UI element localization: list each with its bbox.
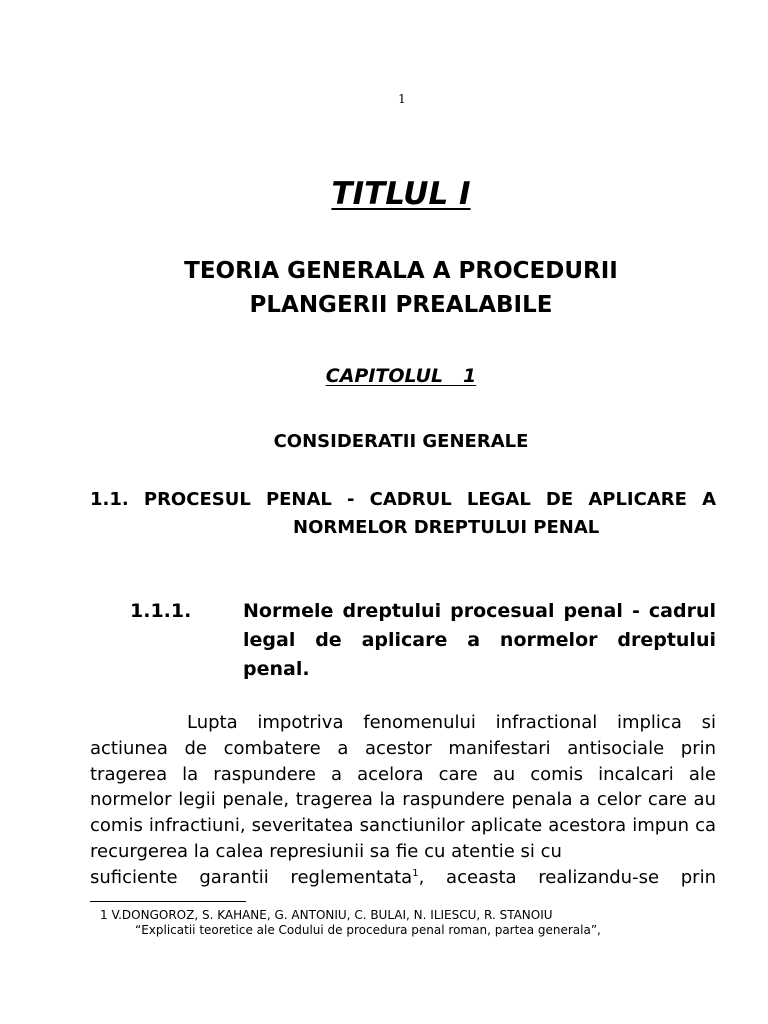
chapter-label: CAPITOLUL 1 [325, 365, 477, 387]
footnote-separator [90, 901, 246, 902]
page-number: 1 [398, 92, 406, 106]
document-title: TITLUL I [331, 176, 471, 212]
section-heading-line-2: NORMELOR DREPTULUI PENAL [293, 517, 600, 538]
body-last-line-start: suficiente garantii reglementata [90, 866, 413, 888]
footnote [100, 908, 720, 938]
subsection-heading [130, 597, 716, 684]
document-subtitle [0, 254, 768, 322]
footnote-reference[interactable]: 1 [412, 867, 419, 879]
footnote-line-1: 1 V.DONGOROZ, S. KAHANE, G. ANTONIU, C. BULAI, N. ILIESCU, R. STANOIU [100, 908, 553, 922]
body-paragraph-text: Lupta impotriva fenomenului infractional implica si actiunea de combatere a acestor manifestari antisociale prin tragerea la raspundere a acelora care au comis incalcari ale normelor legii penale, tragerea la raspundere penala a celor care au comis infractiuni, severitatea sanctiunilor aplicate acestora impun ca recurgerea la calea represiunii sa fie cu atentie si cu [90, 712, 716, 862]
body-paragraph [90, 710, 716, 891]
subsection-number: 1.1.1. [130, 600, 192, 622]
section-heading [90, 486, 716, 542]
chapter-heading [0, 365, 768, 387]
body-last-line-end: , aceasta realizandu-se prin [418, 866, 716, 888]
body-paragraph-last-line [90, 865, 716, 891]
footnote-line-2: “Explicatii teoretice ale Codului de procedura penal roman, partea generala”, [135, 923, 601, 937]
subsection-title: Normele dreptului procesual penal - cadrul legal de aplicare a normelor dreptului penal. [243, 600, 716, 680]
subtitle-line-1: TEORIA GENERALA A PROCEDURII [184, 258, 618, 284]
subtitle-line-2: PLANGERII PREALABILE [249, 292, 553, 318]
chapter-title: CONSIDERATII GENERALE [273, 431, 529, 452]
section-heading-line-1: 1.1. PROCESUL PENAL - CADRUL LEGAL DE APLICARE A [90, 489, 716, 510]
